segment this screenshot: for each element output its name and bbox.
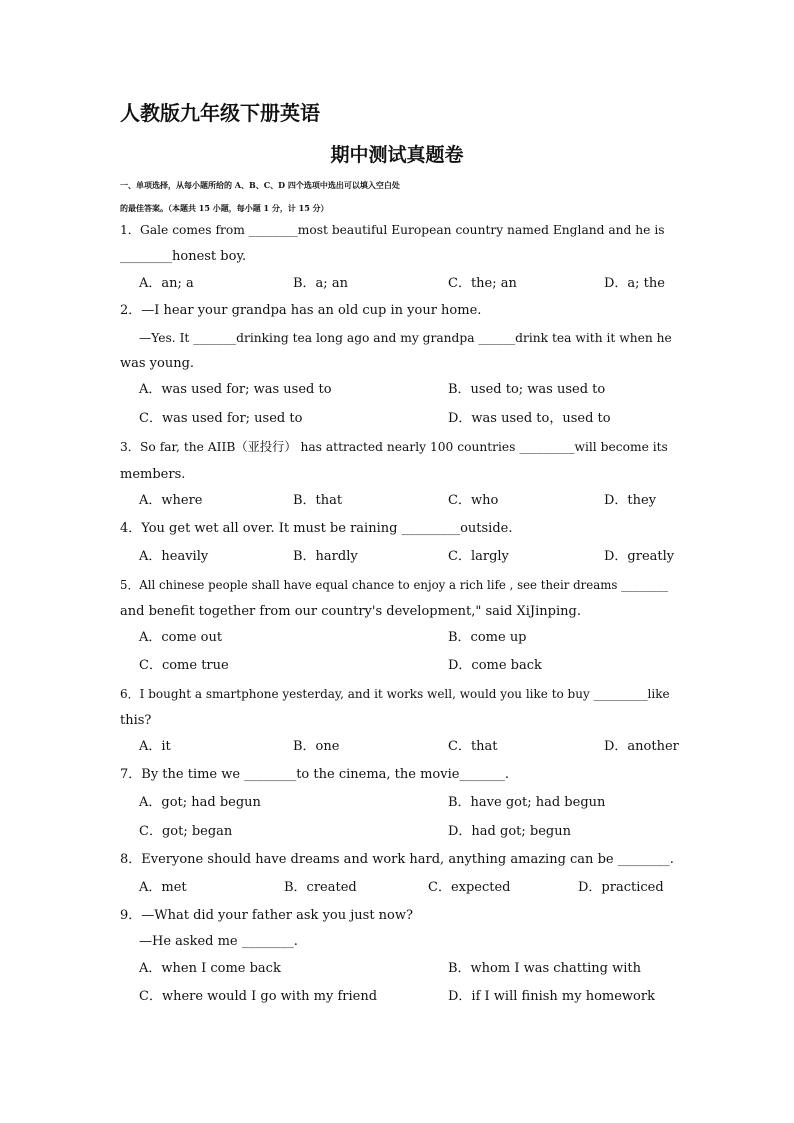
question-4-option-c: C．largly xyxy=(448,549,509,564)
question-6-option-a: A．it xyxy=(139,739,171,754)
question-2-text: 2．—I hear your grandpa has an old cup in your home. xyxy=(120,303,482,318)
question-6-option-d: D．another xyxy=(604,739,679,754)
question-2-answer-line: —Yes. It _______drinking tea long ago and my grandpa ______drink tea with it when he xyxy=(139,331,672,345)
question-3-text-cont: members. xyxy=(120,467,186,482)
question-4-text: 4．You get wet all over. It must be raining _________outside. xyxy=(120,521,513,536)
question-1-text-cont: ________honest boy. xyxy=(120,249,247,264)
question-5-option-b: B．come up xyxy=(448,630,527,645)
question-6-text: 6．I bought a smartphone yesterday, and it works well, would you like to buy _________like xyxy=(120,687,670,701)
question-9-option-a: A．when I come back xyxy=(139,961,281,976)
question-3-option-b: B．that xyxy=(293,493,343,508)
question-1-option-b: B．a; an xyxy=(293,276,348,291)
document-subtitle: 期中测试真题卷 xyxy=(330,144,464,166)
question-3-text: 3．So far, the AIIB（亚投行） has attracted nearly 100 countries _________will become its xyxy=(120,440,668,454)
question-2-option-d: D．was used to，used to xyxy=(448,411,611,426)
question-7-text: 7．By the time we ________to the cinema, the movie_______. xyxy=(120,767,510,782)
question-7-option-b: B．have got; had begun xyxy=(448,795,606,810)
question-8-option-d: D．practiced xyxy=(578,880,664,895)
question-1-text: 1．Gale comes from ________most beautiful European country named England and he is xyxy=(120,223,665,237)
question-9-text: 9．—What did your father ask you just now? xyxy=(120,908,413,923)
question-6-option-c: C．that xyxy=(448,739,498,754)
question-2-text-cont: was young. xyxy=(120,356,195,371)
question-4-option-d: D．greatly xyxy=(604,549,675,564)
question-7-option-c: C．got; began xyxy=(139,824,233,839)
question-6-option-b: B．one xyxy=(293,739,340,754)
document-title: 人教版九年级下册英语 xyxy=(120,101,320,125)
question-8-option-c: C．expected xyxy=(428,880,511,895)
question-4-option-a: A．heavily xyxy=(139,549,209,564)
question-8-option-a: A．met xyxy=(139,880,187,895)
question-3-option-c: C．who xyxy=(448,493,499,508)
question-5-text: 5．All chinese people shall have equal chance to enjoy a rich life , see their dreams ________ xyxy=(120,578,669,592)
question-5-option-a: A．come out xyxy=(139,630,223,645)
question-1-option-c: C．the; an xyxy=(448,276,517,291)
question-3-option-a: A．where xyxy=(139,493,203,508)
section-heading-line-1: 一、单项选择，从每小题所给的 A、B、C、D 四个选项中选出可以填入空白处 xyxy=(120,180,400,190)
question-4-option-b: B．hardly xyxy=(293,549,358,564)
question-8-option-b: B．created xyxy=(284,880,357,895)
question-7-option-d: D．had got; begun xyxy=(448,824,571,839)
question-9-answer-line: —He asked me ________. xyxy=(139,934,298,949)
question-8-text: 8．Everyone should have dreams and work hard, anything amazing can be ________. xyxy=(120,852,674,867)
question-6-text-cont: this? xyxy=(120,713,152,728)
question-1-option-a: A．an; a xyxy=(139,276,194,291)
section-heading-line-2: 的最佳答案。（本题共 15 小题，每小题 1 分，计 15 分） xyxy=(120,203,329,213)
question-1-option-d: D．a; the xyxy=(604,276,665,291)
question-7-option-a: A．got; had begun xyxy=(139,795,261,810)
question-2-option-c: C．was used for; used to xyxy=(139,411,303,426)
question-9-option-b: B．whom I was chatting with xyxy=(448,961,642,976)
question-2-option-a: A．was used for; was used to xyxy=(139,382,332,397)
question-5-option-c: C．come true xyxy=(139,658,229,673)
question-2-option-b: B．used to; was used to xyxy=(448,382,606,397)
question-3-option-d: D．they xyxy=(604,493,657,508)
question-9-option-c: C．where would I go with my friend xyxy=(139,989,378,1004)
question-5-option-d: D．come back xyxy=(448,658,542,673)
question-5-text-cont: and benefit together from our country's development," said XiJinping. xyxy=(120,604,581,619)
question-9-option-d: D．if I will finish my homework xyxy=(448,989,655,1004)
